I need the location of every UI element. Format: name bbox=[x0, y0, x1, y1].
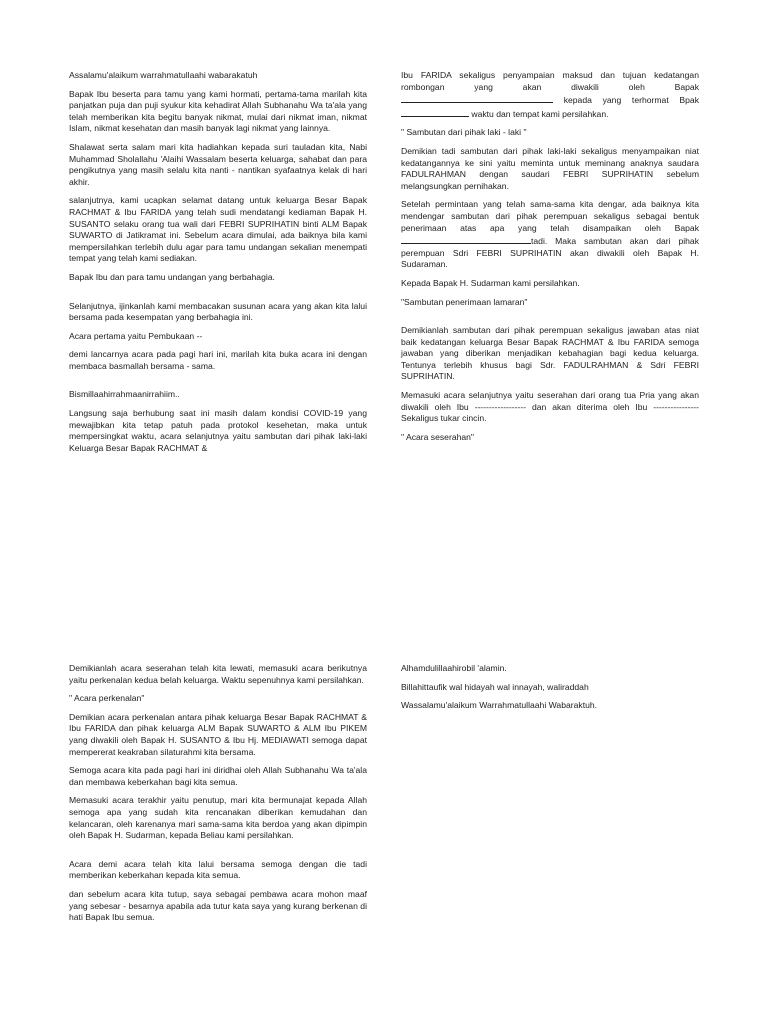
paragraph: Bapak Ibu dan para tamu undangan yang berbahagia. bbox=[69, 271, 275, 282]
paragraph bbox=[401, 70, 699, 120]
section-heading: " Acara perkenalan" bbox=[69, 693, 145, 704]
text-span: Ibu FARIDA sekaligus penyampaian maksud dan tujuan kedatangan rombongan yang akan diwakili oleh Bapak bbox=[401, 70, 699, 92]
blank-line bbox=[401, 234, 531, 244]
paragraph: Acara pertama yaitu Pembukaan -- bbox=[69, 330, 203, 341]
paragraph: Demikianlah acara seserahan telah kita lewati, memasuki acara berikutnya yaitu perkenalan kedua belah keluarga. Waktu sepenuhnya kami persilahkan. bbox=[69, 663, 367, 685]
paragraph: Demikianlah sambutan dari pihak perempuan sekaligus jawaban atas niat baik kedatangan keluarga Besar Bapak RACHMAT & Ibu FARIDA semoga jawaban yang diberikan menjadikan kebahagian bagi kedua keluarga. Tentunya terlebih khusus bagi Sdr. FADULRAHMAN & Sdri FEBRI SUPRIHATIN. bbox=[401, 325, 699, 382]
column-bottom-left bbox=[69, 663, 367, 931]
paragraph: Semoga acara kita pada pagi hari ini diridhai oleh Allah Subhanahu Wa ta'ala dan membawa keberkahan bagi kita semua. bbox=[69, 765, 367, 787]
closing-line: Alhamdulillaahirobil 'alamin. bbox=[401, 663, 507, 673]
paragraph: Bapak Ibu beserta para tamu yang kami hormati, pertama-tama marilah kita panjatkan puja dan puji syukur kita kehadirat Allah Subhanahu Wa ta'ala yang telah memberikan kita begitu banyak nikmat, mulai dari nikmat iman, nikmat Islam, nikmat kesehatan dan masih banyak lagi nikmat yang lainnya. bbox=[69, 88, 367, 134]
paragraph: Demikian tadi sambutan dari pihak laki-laki sekaligus menyampaikan niat kedatangannya ke sini yaitu meminta untuk meminang anaknya saudara FADULRAHMAN dengan saudari FEBRI SUPRIHATIN sebelum melangsungkan pernihakan. bbox=[401, 145, 699, 191]
paragraph: Bismillaahirrahmaanirrahiim.. bbox=[69, 389, 180, 400]
paragraph: Selanjutnya, ijinkanlah kami membacakan susunan acara yang akan kita lalui bersama pada kesempatan yang berbahagia ini. bbox=[69, 300, 367, 323]
column-top-right bbox=[401, 70, 699, 450]
paragraph: dan sebelum acara kita tutup, saya sebagai pembawa acara mohon maaf yang sebesar - besarnya apabila ada tutur kata saya yang kurang berkenan di hati Bapak Ibu semua. bbox=[69, 888, 367, 923]
column-top-left bbox=[69, 70, 367, 461]
paragraph: Langsung saja berhubung saat ini masih dalam kondisi COVID-19 yang mewajibkan kita tetap patuh pada protokol kesehetan, maka untuk mempersingkat waktu, acara selanjutnya yaitu sambutan dari pihak laki-laki Keluarga Besar Bapak RACHMAT & bbox=[69, 408, 367, 453]
section-heading: "Sambutan penerimaan lamaran" bbox=[401, 296, 528, 307]
paragraph bbox=[401, 199, 699, 271]
paragraph: salanjutnya, kami ucapkan selamat datang untuk keluarga Besar Bapak RACHMAT & Ibu FARIDA yang telah sudi mendatangi kediaman Bapak H. SUSANTO selaku orang tua wali dari FEBRI SUPRIHATIN binti ALM Bapak SUWARTO di Jatikramat ini. Sebelum acara dimulai, ada baiknya bila kami mempersilahkan terlebih dulu agar para tamu undangan sekalian menempati tempat yang telah kami sediakan. bbox=[69, 195, 367, 264]
section-heading: " Sambutan dari pihak laki - laki " bbox=[401, 127, 527, 138]
text-span: waktu dan tempat kami persilahkan. bbox=[469, 108, 609, 119]
closing-line: Billahittaufik wal hidayah wal innayah, waliraddah bbox=[401, 681, 589, 692]
closing-greeting: Wassalamu'alaikum Warrahmatullaahi Wabaraktuh. bbox=[401, 700, 598, 711]
text-span: tadi. Maka sambutan akan dari pihak perempuan Sdri FEBRI SUPRIHATIN akan diwakili oleh Bapak H. Sudaraman. bbox=[401, 236, 699, 270]
paragraph: Memasuki acara terakhir yaitu penutup, mari kita bermunajat kepada Allah semoga apa yang sudah kita rencanakan diberikan kemudahan dan kelancaran, oleh karenanya mari sama-sama kita berdoa yang akan dipimpin oleh Bapak H. Sudarman, kepada Beliau kami persilahkan. bbox=[69, 795, 367, 841]
section-heading: " Acara seserahan" bbox=[401, 431, 474, 442]
paragraph: Acara demi acara telah kita lalui bersama semoga dengan die tadi memberikan keberkahan kepada kita semua. bbox=[69, 858, 367, 881]
text-span: Setelah permintaan yang telah sama-sama kita dengar, ada baiknya kita mendengar sambutan dari pihak perempuan sekaligus sebagai bentuk penerimaan atas apa yang telah disampaikan oleh Bapak bbox=[401, 199, 699, 233]
paragraph: Demikian acara perkenalan antara pihak keluarga Besar Bapak RACHMAT & Ibu FARIDA dan pihak keluarga ALM Bapak SUWARTO & ALM Ibu PIKEM yang diwakili oleh Bapak H. SUSANTO & Ibu Hj. MEDIAWATI semoga dapat mempererat keakraban silaturahmi kita bersama. bbox=[69, 711, 367, 757]
column-bottom-right bbox=[401, 663, 699, 719]
paragraph: demi lancarnya acara pada pagi hari ini, marilah kita buka acara ini dengan membaca basmallah bersama - sama. bbox=[69, 349, 367, 371]
paragraph: Memasuki acara selanjutnya yaitu seserahan dari orang tua Pria yang akan diwakili oleh Ibu ------------------ dan akan diterima oleh Ibu ---------------- Sekaligus tukar cincin. bbox=[401, 390, 699, 424]
paragraph: Shalawat serta salam mari kita hadiahkan kepada suri tauladan kita, Nabi Muhammad Sholallahu 'Alaihi Wassalam beserta keluarga, sahabat dan para pengikutnya yang masih selalu kita nanti - nantikan syafaatnya kelak di hari akhir. bbox=[69, 141, 367, 187]
paragraph: Kepada Bapak H. Sudarman kami persilahkan. bbox=[401, 277, 580, 288]
blank-line bbox=[401, 93, 553, 103]
opening-greeting: Assalamu'alaikum warrahmatullaahi wabarakatuh bbox=[69, 70, 258, 80]
text-span: kepada yang terhormat Bpak bbox=[553, 95, 699, 106]
blank-line bbox=[401, 107, 469, 117]
